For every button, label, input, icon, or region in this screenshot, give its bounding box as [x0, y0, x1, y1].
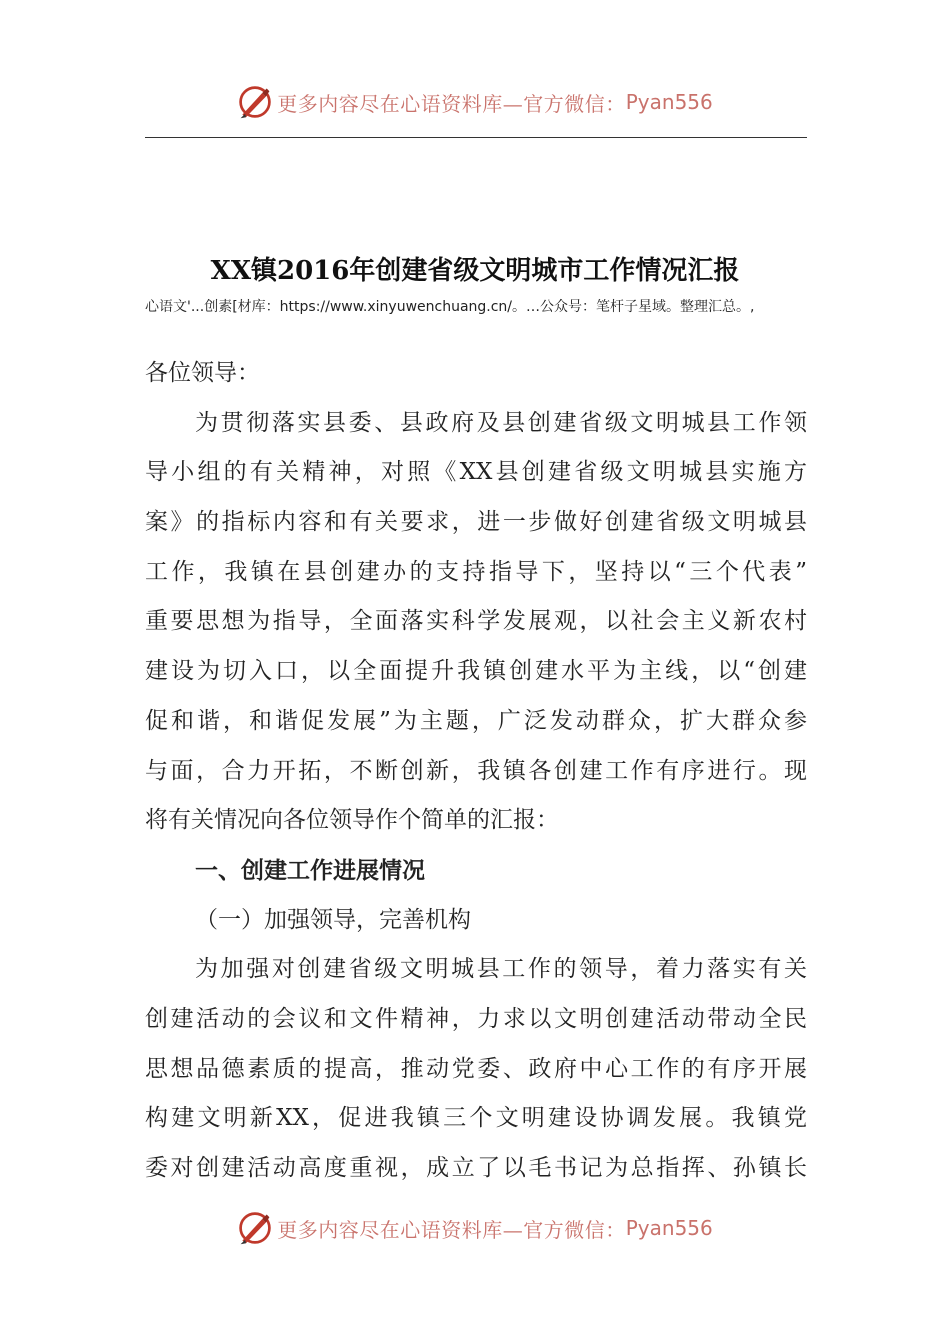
footer-banner: [0, 1206, 950, 1250]
banner-text: 更多内容尽在心语资料库—官方微信：: [277, 1217, 626, 1242]
paragraph-line: 案》的指标内容和有关要求，进一步做好创建省级文明城县: [145, 509, 807, 536]
banner-wechat-id: Pyan556: [625, 90, 713, 114]
paragraph-line: 将有关情况向各位领导作个简单的汇报：: [145, 807, 559, 834]
paragraph-line: 促和谐，和谐促发展”为主题，广泛发动群众，扩大群众参: [145, 707, 807, 734]
paragraph-line: 为加强对创建省级文明城县工作的领导，着力落实有关: [195, 956, 807, 983]
pen-logo-icon: [237, 1210, 273, 1246]
section-heading: 一、创建工作进展情况: [195, 856, 425, 884]
subsection-heading: （一）加强领导，完善机构: [195, 906, 471, 933]
header-rule: [145, 137, 807, 138]
paragraph-line: 导小组的有关精神，对照《XX县创建省级文明城县实施方: [145, 459, 807, 486]
document-title: XX镇2016年创建省级文明城市工作情况汇报: [210, 256, 740, 286]
paragraph-line: 创建活动的会议和文件精神，力求以文明创建活动带动全民: [145, 1005, 807, 1032]
paragraph-line: 工作，我镇在县创建办的支持指导下，坚持以“三个代表”: [145, 558, 807, 585]
banner-text: 更多内容尽在心语资料库—官方微信：: [277, 91, 626, 116]
salutation: 各位领导：: [145, 360, 260, 386]
paragraph-line: 构建文明新XX，促进我镇三个文明建设协调发展。我镇党: [145, 1105, 807, 1132]
pen-logo-icon: [237, 84, 273, 120]
paragraph-line: 为贯彻落实县委、县政府及县创建省级文明城县工作领: [195, 409, 807, 436]
paragraph-line: 委对创建活动高度重视，成立了以毛书记为总指挥、孙镇长: [145, 1155, 807, 1181]
document-body: [145, 349, 807, 1194]
paragraph-line: 与面，合力开拓，不断创新，我镇各创建工作有序进行。现: [145, 757, 807, 784]
header-banner: [0, 80, 950, 124]
paragraph-line: 思想品德素质的提高，推动党委、政府中心工作的有序开展: [145, 1055, 807, 1082]
banner-wechat-id: Pyan556: [625, 1216, 713, 1240]
source-note: 心语文'...创素[材库：https://www.xinyuwenchuang.cn/。…公众号：笔杆子星域。整理汇总。,: [145, 299, 755, 315]
paragraph-line: 重要思想为指导，全面落实科学发展观，以社会主义新农村: [145, 608, 807, 635]
paragraph-line: 建设为切入口，以全面提升我镇创建水平为主线，以“创建: [145, 658, 807, 685]
